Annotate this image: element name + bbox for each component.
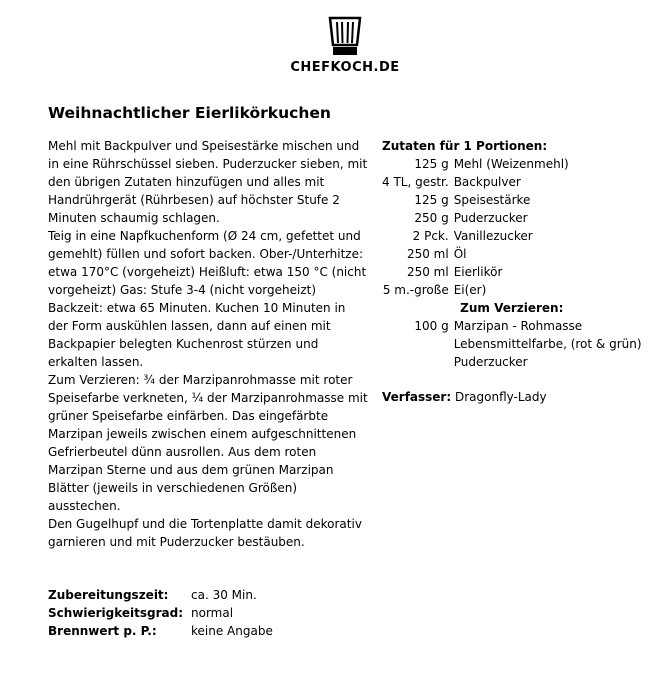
ingredient-section-heading: Zum Verzieren: bbox=[460, 301, 564, 315]
meta-row bbox=[48, 604, 273, 622]
recipe-title: Weihnachtlicher Eierlikörkuchen bbox=[48, 104, 331, 122]
author-label: Verfasser: bbox=[382, 390, 452, 404]
ingredient-name: Backpulver bbox=[453, 175, 521, 189]
instruction-paragraph: Zum Verzieren: ¾ der Marzipanrohmasse mit roter Speisefarbe verkneten, ¼ der Marzipanrohmasse mit grüner Speisefarbe einfärben. Das eingefärbte Marzipan jeweils zwischen einem aufgeschnittenen Gefrierbeutel dünn ausrollen. Aus dem roten Marzipan Sterne und aus dem grünen Marzipan Blätter (jeweils in verschiedenen Größen) ausstechen. bbox=[48, 373, 368, 513]
chefkoch-logo bbox=[290, 16, 400, 75]
ingredient-name: Ei(er) bbox=[453, 283, 487, 297]
ingredients-heading: Zutaten für 1 Portionen: bbox=[382, 139, 548, 153]
meta-label: Brennwert p. P.: bbox=[48, 624, 157, 638]
author-line bbox=[382, 388, 547, 406]
instructions bbox=[48, 137, 368, 551]
ingredient-name: Marzipan - Rohmasse bbox=[453, 319, 583, 333]
ingredient-row bbox=[382, 263, 642, 281]
meta-table bbox=[48, 586, 273, 640]
ingredient-qty: 2 Pck. bbox=[412, 229, 449, 243]
ingredient-row bbox=[382, 317, 642, 335]
ingredient-qty bbox=[382, 353, 452, 371]
recipe-meta bbox=[48, 586, 273, 640]
logo-text: CHEFKOCH.DE bbox=[290, 60, 400, 75]
ingredient-qty: 4 TL, gestr. bbox=[382, 175, 449, 189]
ingredient-name: Puderzucker bbox=[453, 355, 528, 369]
ingredient-section-row bbox=[382, 299, 642, 317]
ingredient-row bbox=[382, 227, 642, 245]
ingredient-qty: 250 ml bbox=[406, 265, 449, 279]
meta-value: normal bbox=[191, 606, 234, 620]
ingredient-name: Speisestärke bbox=[453, 193, 531, 207]
ingredient-name: Puderzucker bbox=[453, 211, 528, 225]
ingredient-row bbox=[382, 209, 642, 227]
ingredient-name: Eierlikör bbox=[453, 265, 503, 279]
meta-label: Schwierigkeitsgrad: bbox=[48, 606, 184, 620]
meta-value: ca. 30 Min. bbox=[191, 588, 257, 602]
ingredient-qty bbox=[382, 335, 452, 353]
ingredient-name: Öl bbox=[453, 247, 467, 261]
ingredient-row bbox=[382, 245, 642, 263]
instruction-paragraph: Den Gugelhupf und die Tortenplatte damit dekorativ garnieren und mit Puderzucker bestäuben. bbox=[48, 517, 362, 549]
ingredient-row bbox=[382, 335, 642, 353]
ingredient-name: Lebensmittelfarbe, (rot & grün) bbox=[453, 337, 642, 351]
ingredient-qty: 125 g bbox=[414, 193, 449, 207]
ingredient-row bbox=[382, 281, 642, 299]
meta-row bbox=[48, 622, 273, 640]
ingredient-name: Mehl (Weizenmehl) bbox=[453, 157, 569, 171]
meta-label: Zubereitungszeit: bbox=[48, 588, 169, 602]
instruction-paragraph: Mehl mit Backpulver und Speisestärke mischen und in eine Rührschüssel sieben. Puderzucker sieben, mit den übrigen Zutaten hinzufügen und alles mit Handrührgerät (Rührbesen) auf höchster Stufe 2 Minuten schaumig schlagen. bbox=[48, 139, 368, 225]
author-name: Dragonfly-Lady bbox=[454, 390, 547, 404]
ingredients-table bbox=[382, 155, 642, 371]
ingredient-qty: 5 m.-große bbox=[382, 283, 449, 297]
ingredient-qty: 250 g bbox=[414, 211, 449, 225]
ingredient-qty: 100 g bbox=[414, 319, 449, 333]
ingredient-qty: 125 g bbox=[414, 157, 449, 171]
meta-value: keine Angabe bbox=[191, 624, 273, 638]
ingredient-row bbox=[382, 353, 642, 371]
meta-row bbox=[48, 586, 273, 604]
ingredient-row bbox=[382, 173, 642, 191]
ingredient-row bbox=[382, 191, 642, 209]
chef-hat-icon bbox=[328, 16, 362, 56]
ingredient-qty: 250 ml bbox=[406, 247, 449, 261]
instruction-paragraph: Teig in eine Napfkuchenform (Ø 24 cm, gefettet und gemehlt) füllen und sofort backen. Ober-/Unterhitze: etwa 170°C (vorgeheizt) Heißluft: etwa 150 °C (nicht vorgeheizt) Gas: Stufe 3-4 (nicht vorgeheizt) Backzeit: etwa 65 Minuten. Kuchen 10 Minuten in der Form auskühlen lassen, dann auf einen mit Backpapier belegten Kuchenrost stürzen und erkalten lassen. bbox=[48, 229, 367, 369]
ingredient-row bbox=[382, 155, 642, 173]
ingredient-name: Vanillezucker bbox=[453, 229, 533, 243]
ingredients-panel bbox=[382, 137, 652, 371]
